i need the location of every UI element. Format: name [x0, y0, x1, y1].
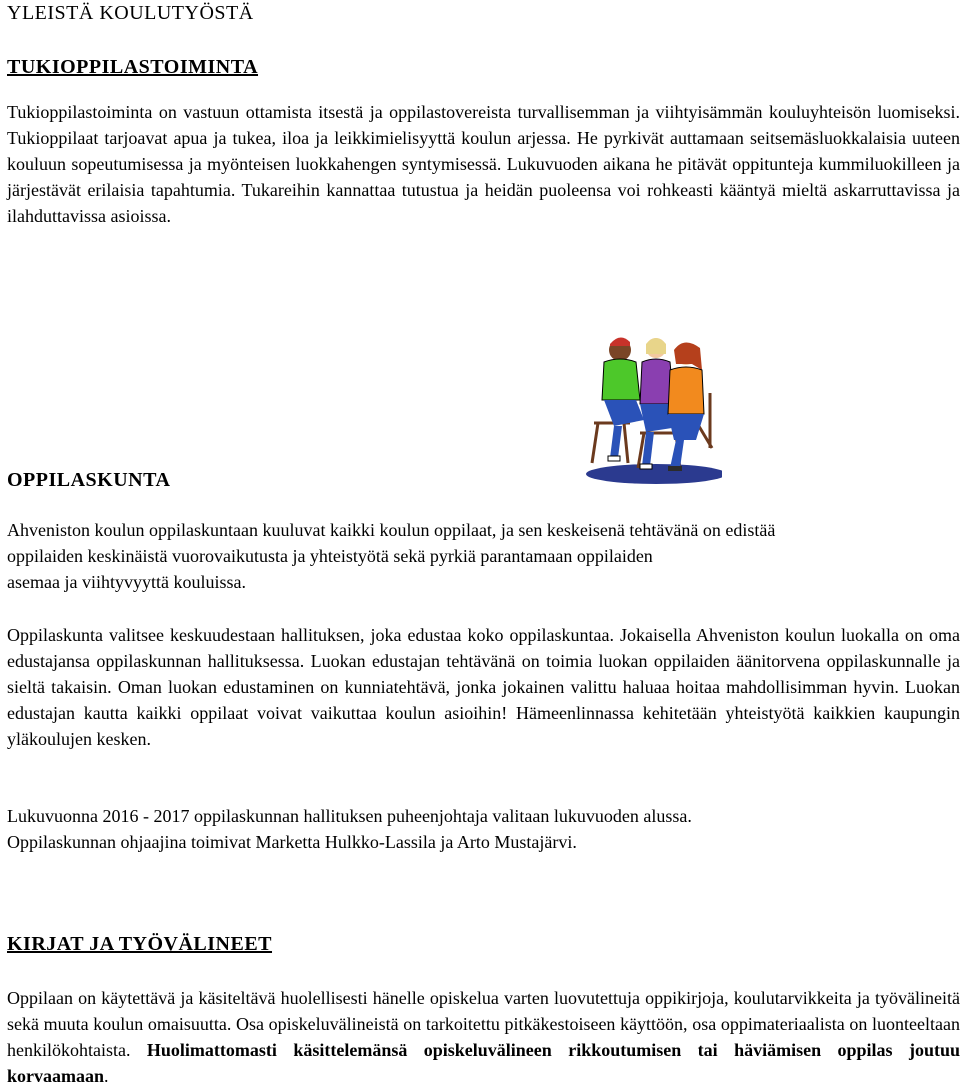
kirjat-text: Oppilaan on käytettävä ja käsiteltävä huolellisesti hänelle opiskelua varten luovutettuja oppikirjoja, koulutarvikkeita ja työvälineitä sekä muuta koulun omaisuutta. Osa opiskeluvälineistä on tarkoitettu pitkäkestoiseen käyttöön, osa oppimateriaalista on luonteeltaan henkilökohtaista. — [7, 988, 960, 1060]
section-heading-tukioppilastoiminta: TUKIOPPILASTOIMINTA — [7, 56, 259, 78]
oppilaskunta-paragraph-3 — [7, 803, 960, 855]
kirjat-paragraph — [7, 985, 960, 1089]
oppilaskunta-paragraph-2: Oppilaskunta valitsee keskuudestaan hallituksen, joka edustaa koko oppilaskuntaa. Jokaisella Ahveniston koulun luokalla on oma edustajansa oppilaskunnan hallituksessa. Luokan edustajan tehtävänä on toimia luokan oppilaiden äänitorvena oppilaskunnalle ja sieltä takaisin. Oman luokan edustaminen on kunniatehtävä, jonka jokainen valittu haluaa hoitaa mahdollisimman hyvin. Luokan edustajan kautta kaikki oppilaat voivat vaikuttaa koulun asioihin! Hämeenlinnassa kehitetään yhteistyötä kaikkien kaupungin yläkoulujen kesken. — [7, 625, 960, 749]
tukioppilastoiminta-paragraph: Tukioppilastoiminta on vastuun ottamista itsestä ja oppilastovereista turvallisemman ja viihtyisämmän kouluyhteisön luomiseksi. Tukioppilaat tarjoavat apua ja tukea, iloa ja leikkimielisyyttä koulun arjessa. He pyrkivät auttamaan seitsemäsluokkalaisia uuteen kouluun sopeutumisessa ja myönteisen luokkahengen syntymisessä. Lukuvuoden aikana he pitävät oppitunteja kummiluokilleen ja järjestävät erilaisia tapahtumia. Tukareihin kannattaa tutustua ja heidän puoleensa voi rohkeasti kääntyä mieltä askarruttavissa ja ilahduttavissa asioissa. — [7, 102, 960, 226]
text-line: Ahveniston koulun oppilaskuntaan kuuluvat kaikki koulun oppilaat, ja sen keskeisenä tehtävänä on edistää — [7, 520, 776, 540]
oppilaskunta-paragraph-1 — [7, 517, 960, 595]
text-line: asemaa ja viihtyvyyttä kouluissa. — [7, 572, 246, 592]
floor-shadow — [586, 464, 722, 484]
text-line: Oppilaskunnan ohjaajina toimivat Marketta Hulkko-Lassila ja Arto Mustajärvi. — [7, 832, 577, 852]
text-line: oppilaiden keskinäistä vuorovaikutusta ja yhteistyötä sekä pyrkiä parantamaan oppilaiden — [7, 546, 653, 566]
students-clipart-image — [584, 328, 722, 490]
text-line: Lukuvuonna 2016 - 2017 oppilaskunnan hallituksen puheenjohtaja valitaan lukuvuoden alussa. — [7, 806, 692, 826]
student-right — [668, 342, 704, 471]
page-title: YLEISTÄ KOULUTYÖSTÄ — [7, 2, 254, 24]
student-left — [602, 337, 644, 461]
kirjat-period: . — [104, 1066, 109, 1086]
kirjat-bold-notice: Huolimattomasti käsittelemänsä opiskeluvälineen rikkoutumisen tai häviämisen oppilas joutuu korvaamaan — [7, 1040, 960, 1086]
section-heading-oppilaskunta: OPPILASKUNTA — [7, 469, 171, 491]
section-heading-kirjat: KIRJAT JA TYÖVÄLINEET — [7, 933, 273, 955]
